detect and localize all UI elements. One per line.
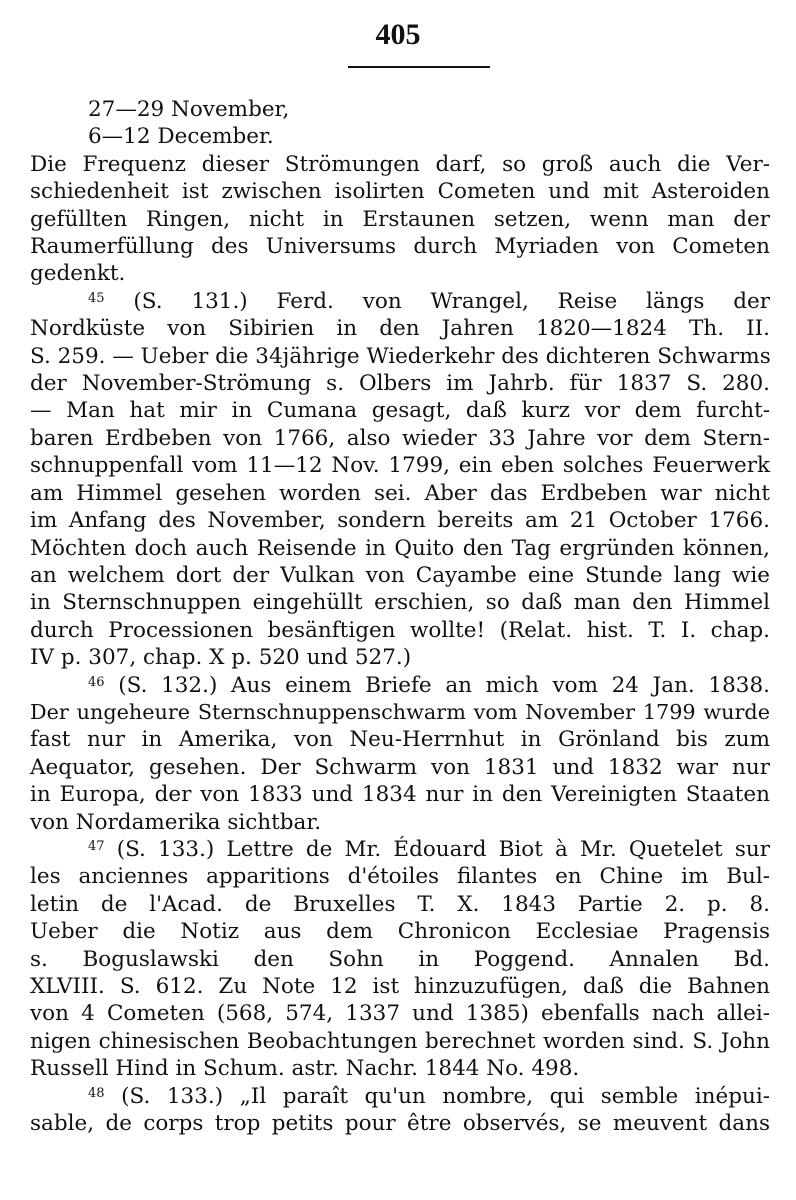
footnote-number: 47 (88, 838, 105, 854)
text-line-content: gedenkt. (30, 261, 126, 287)
text-line-content: durch Processionen besänftigen wollte! (Relat. hist. T. I. chap. (30, 617, 770, 643)
text-line-content: (S. 133.) Lettre de Mr. Édouard Biot à Mr. Quetelet sur (116, 836, 770, 862)
text-line (30, 589, 770, 616)
text-line-content: im Anfang des November, sondern bereits am 21 October 1766. (30, 508, 770, 534)
text-line-content: Aequator, gesehen. Der Schwarm von 1831 und 1832 war nur (30, 754, 770, 780)
text-line (30, 480, 770, 507)
text-line-content: von Nordamerika sichtbar. (30, 809, 322, 835)
text-line-content: am Himmel gesehen worden sei. Aber das Erdbeben war nicht (30, 480, 770, 506)
text-line-content: von 4 Cometen (568, 574, 1337 und 1385) ebenfalls nach allei- (30, 1001, 770, 1027)
text-line-content: — Man hat mir in Cumana gesagt, daß kurz vor dem furcht- (30, 398, 770, 424)
text-line (30, 781, 770, 808)
text-line (30, 672, 770, 699)
text-line-content: S. 259. — Ueber die 34jährige Wiederkehr des dichteren Schwarms (30, 343, 771, 369)
text-line (30, 233, 770, 260)
text-line (30, 151, 770, 178)
text-line (30, 726, 770, 753)
text-line-content: gefüllten Ringen, nicht in Erstaunen setzen, wenn man der (30, 206, 770, 232)
text-line-content: s. Boguslawski den Sohn in Poggend. Annalen Bd. (30, 946, 770, 972)
text-line (30, 260, 770, 287)
text-line-content: XLVIII. S. 612. Zu Note 12 ist hinzuzufügen, daß die Bahnen (30, 974, 770, 999)
text-line-content: in Europa, der von 1833 und 1834 nur in den Vereinigten Staaten (30, 782, 770, 808)
text-line (30, 370, 770, 397)
text-line (30, 1028, 770, 1055)
text-line-content: 6—12 December. (88, 124, 274, 150)
text-line (30, 96, 770, 123)
text-line-content: IV p. 307, chap. X p. 520 und 527.) (30, 645, 412, 671)
text-line-content: les anciennes apparitions d'étoiles filantes en Chine im Bul- (30, 864, 770, 890)
text-line (30, 178, 770, 205)
text-line-content: Möchten doch auch Reisende in Quito den Tag ergründen können, (30, 535, 770, 561)
text-line (30, 891, 770, 918)
text-line (30, 452, 770, 479)
text-line (30, 617, 770, 644)
text-line-content: (S. 131.) Ferd. von Wrangel, Reise längs der (133, 288, 770, 314)
text-line (30, 288, 770, 315)
text-line-content: (S. 133.) „Il paraît qu'un nombre, qui semble inépui- (121, 1083, 770, 1109)
text-line (30, 343, 770, 370)
text-line (30, 315, 770, 342)
text-line (30, 644, 770, 671)
text-line-content: 27—29 November, (88, 97, 290, 122)
text-line (30, 397, 770, 424)
text-line (30, 754, 770, 781)
text-line-content: Nordküste von Sibirien in den Jahren 1820—1824 Th. II. (30, 316, 770, 342)
text-line (30, 1110, 770, 1137)
text-line-content: nigen chinesischen Beobachtungen berechnet worden sind. S. John (30, 1028, 770, 1054)
text-line-content: baren Erdbeben von 1766, also wieder 33 Jahre vor dem Stern- (30, 425, 770, 451)
text-line-content: der November-Strömung s. Olbers im Jahrb. für 1837 S. 280. (30, 371, 770, 397)
text-line (30, 1055, 770, 1082)
text-line-content: in Sternschnuppen eingehüllt erschien, so daß man den Himmel (30, 590, 770, 616)
text-line (30, 562, 770, 589)
text-line (30, 946, 770, 973)
text-line (30, 973, 770, 1000)
text-line (30, 206, 770, 233)
text-line (30, 836, 770, 863)
text-line-content: sable, de corps trop petits pour être observés, se meuvent dans (30, 1111, 770, 1137)
text-line-content: (S. 132.) Aus einem Briefe an mich vom 24 Jan. 1838. (118, 672, 770, 698)
text-line (30, 507, 770, 534)
text-line-content: an welchem dort der Vulkan von Cayambe eine Stunde lang wie (30, 562, 770, 588)
text-line (30, 1083, 770, 1110)
text-line (30, 918, 770, 945)
text-line (30, 425, 770, 452)
text-line-content: Die Frequenz dieser Strömungen darf, so groß auch die Ver- (30, 151, 770, 177)
text-line (30, 535, 770, 562)
text-line-content: fast nur in Amerika, von Neu-Herrnhut in Grönland bis zum (30, 727, 770, 753)
text-line (30, 1000, 770, 1027)
text-line-content: schnuppenfall vom 11—12 Nov. 1799, ein eben solches Feuerwerk (30, 453, 770, 479)
text-line (30, 863, 770, 890)
footnote-number: 48 (88, 1085, 105, 1101)
footnote-number: 46 (88, 674, 105, 690)
text-line-content: Raumerfüllung des Universums durch Myriaden von Cometen (30, 234, 770, 260)
text-line-content: schiedenheit ist zwischen isolirten Cometen und mit Asteroiden (30, 179, 770, 205)
header-rule (348, 66, 490, 68)
text-line-content: Russell Hind in Schum. astr. Nachr. 1844 No. 498. (30, 1056, 580, 1082)
footnote-number: 45 (88, 290, 105, 306)
text-line (30, 699, 770, 726)
text-line (30, 809, 770, 836)
text-line-content: Ueber die Notiz aus dem Chronicon Ecclesiae Pragensis (30, 919, 770, 945)
text-line-content: letin de l'Acad. de Bruxelles T. X. 1843 Partie 2. p. 8. (30, 891, 770, 917)
text-line-content: Der ungeheure Sternschnuppenschwarm vom November 1799 wurde (30, 699, 770, 724)
page-number: 405 (375, 18, 421, 51)
body-text (30, 96, 770, 1137)
text-line (30, 123, 770, 150)
